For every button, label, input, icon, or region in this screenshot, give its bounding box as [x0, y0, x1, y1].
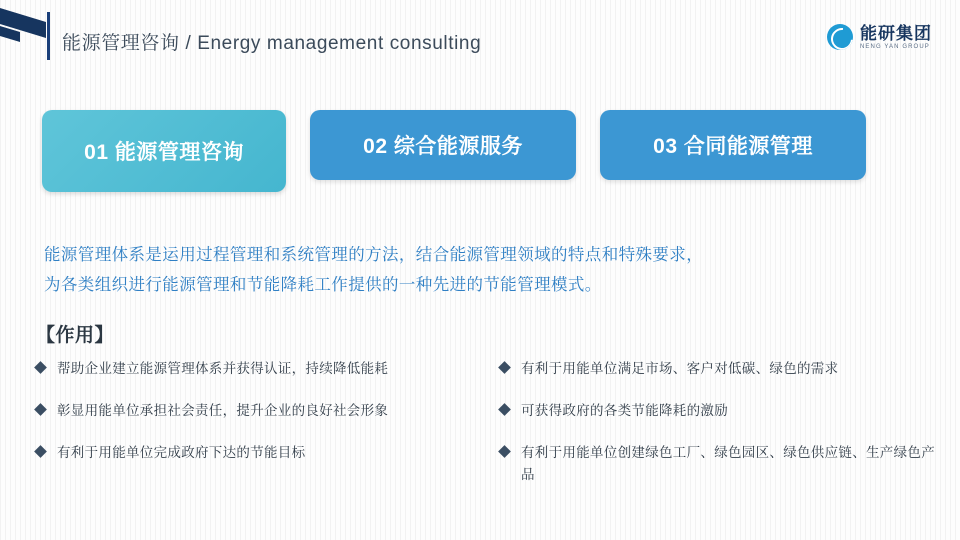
- list-item-label: 帮助企业建立能源管理体系并获得认证，持续降低能耗: [57, 361, 389, 376]
- list-item: [36, 358, 472, 380]
- list-item-label: 可获得政府的各类节能降耗的激励: [521, 403, 728, 418]
- bullet-columns: [36, 358, 936, 506]
- logo-name-en: NENG YAN GROUP: [860, 43, 930, 50]
- intro-paragraph: [44, 240, 914, 300]
- bullet-column-right: [500, 358, 936, 506]
- circular-swoosh-logo-icon: [827, 24, 853, 50]
- tab-contract-energy-management[interactable]: 03 合同能源管理: [600, 110, 866, 180]
- list-item-label: 有利于用能单位满足市场、客户对低碳、绿色的需求: [521, 361, 839, 376]
- tab-bar: [42, 110, 866, 192]
- list-item-label: 有利于用能单位完成政府下达的节能目标: [57, 445, 306, 460]
- diamond-bullet-icon: [498, 361, 511, 374]
- list-item: [500, 400, 936, 422]
- diamond-bullet-icon: [498, 445, 511, 458]
- list-item: [36, 400, 472, 422]
- diamond-bullet-icon: [34, 403, 47, 416]
- navy-corner-ribbon-icon: [0, 8, 46, 54]
- logo-name-cn: 能研集团: [860, 23, 932, 43]
- section-heading-function: 【作用】: [36, 325, 115, 346]
- intro-line-2: 为各类组织进行能源管理和节能降耗工作提供的一种先进的节能管理模式。: [44, 276, 602, 294]
- page-title: 能源管理咨询 / Energy management consulting: [62, 33, 482, 54]
- brand-logo: [827, 24, 932, 50]
- bullet-column-left: [36, 358, 472, 506]
- diamond-bullet-icon: [498, 403, 511, 416]
- diamond-bullet-icon: [34, 361, 47, 374]
- header-divider: [47, 12, 50, 60]
- list-item-label: 有利于用能单位创建绿色工厂、绿色园区、绿色供应链、生产绿色产品: [521, 445, 935, 482]
- diamond-bullet-icon: [34, 445, 47, 458]
- tab-energy-management-consulting[interactable]: 01 能源管理咨询: [42, 110, 286, 192]
- list-item: [36, 442, 472, 464]
- list-item: [500, 358, 936, 380]
- list-item: [500, 442, 936, 486]
- slide-header: [0, 0, 960, 78]
- list-item-label: 彰显用能单位承担社会责任，提升企业的良好社会形象: [57, 403, 389, 418]
- logo-text-block: [860, 25, 932, 50]
- intro-line-1: 能源管理体系是运用过程管理和系统管理的方法，结合能源管理领域的特点和特殊要求，: [44, 246, 704, 264]
- tab-integrated-energy-service[interactable]: 02 综合能源服务: [310, 110, 576, 180]
